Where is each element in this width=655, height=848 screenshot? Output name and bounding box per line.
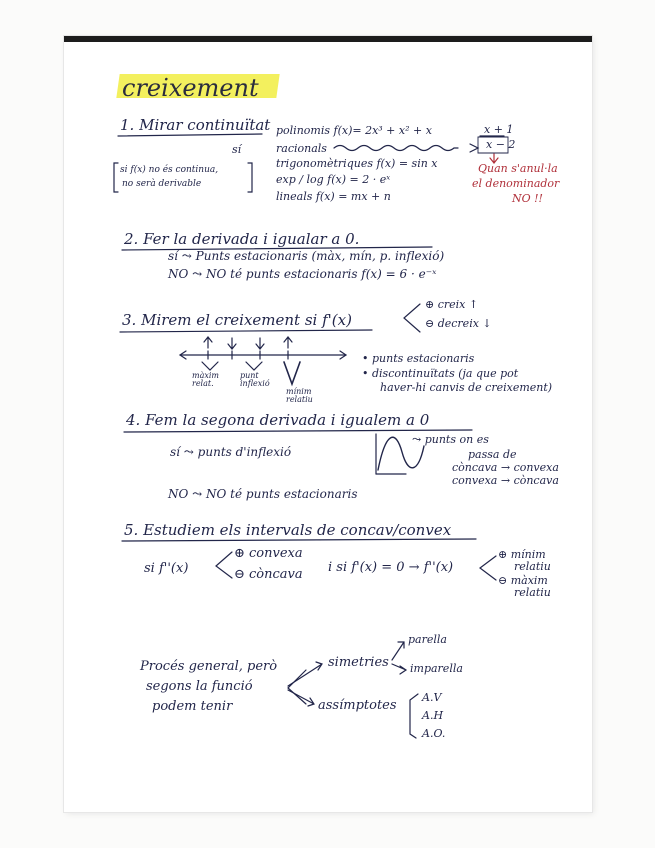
- concava-label: ⊖ còncava: [234, 567, 303, 582]
- minim-relatiu-label: mínim relatiu: [286, 387, 313, 404]
- racionals-squiggle: [334, 146, 458, 151]
- trig-line: trigonomètriques f(x) = sin x: [276, 157, 438, 170]
- section-4-no-line: NO ⤳ NO té punts estacionaris: [168, 487, 358, 501]
- bullet-discontinuitats-cont: haver-hi canvis de creixement): [380, 381, 553, 394]
- bullet-discontinuitats: • discontinuïtats (ja que pot: [362, 367, 519, 380]
- general-process-line2: segons la funció: [146, 679, 253, 694]
- asymptote-oblique: A.O.: [422, 727, 446, 740]
- parella-label: parella: [408, 633, 447, 646]
- section-1-heading: 1. Mirar continuïtat: [120, 116, 271, 134]
- bullet-punts-estacionaris: • punts estacionaris: [362, 352, 475, 365]
- heading-2-underline: [122, 247, 432, 250]
- racional-numerator: x + 1: [484, 123, 514, 136]
- decreix-label: ⊖ decreix ↓: [425, 317, 492, 330]
- section-3-heading: 3. Mirem el creixement si f'(x): [122, 311, 352, 329]
- min-mark: [284, 362, 300, 384]
- simetries-arrow: [288, 662, 322, 686]
- section-5-heading: 5. Estudiem els intervals de concav/convex: [124, 521, 452, 539]
- asymptote-brace: [410, 694, 418, 738]
- general-process-line1: Procés general, però: [140, 659, 278, 674]
- maxim-relat-label: màxim relat.: [192, 371, 220, 388]
- imparella-arrow: [392, 664, 406, 674]
- imparella-label: imparella: [410, 662, 463, 675]
- min-max-brace: [480, 556, 496, 580]
- maxim-relatiu-2: relatiu: [514, 586, 551, 599]
- parella-arrow: [392, 642, 404, 660]
- fraction-box: [478, 137, 508, 153]
- section-1-note-line1: si f(x) no és continua,: [120, 165, 219, 175]
- inflexion-curve: [378, 437, 424, 470]
- asymptote-horizontal: A.H: [422, 709, 444, 722]
- heading-3-underline: [120, 330, 372, 332]
- simetries-label: simetries: [328, 655, 389, 670]
- note-right-bracket: [248, 163, 252, 192]
- section-2-line2: NO ⤳ NO té punts estacionaris f(x) = 6 · e⁻ˣ: [168, 267, 437, 281]
- general-process-line3: podem tenir: [152, 699, 233, 714]
- heading-5-underline: [122, 539, 476, 541]
- red-down-arrow: [490, 154, 498, 163]
- f-prime-zero-condition: i si f'(x) = 0 → f''(x): [328, 560, 454, 575]
- minim-relatiu-2: relatiu: [514, 560, 551, 573]
- convex-concave-brace: [216, 552, 232, 578]
- heading-4-underline: [124, 430, 472, 432]
- punt-inflexio-label: punt inflexió: [240, 371, 270, 388]
- inflexion-desc-4: convexa → còncava: [452, 474, 559, 487]
- creix-label: ⊕ creix ↑: [425, 298, 479, 311]
- denominator-warning-line1: Quan s'anul·la: [478, 162, 558, 175]
- exp-log-line: exp / log f(x) = 2 · eˣ: [276, 173, 391, 186]
- minim-relatiu-1: ⊕ mínim: [498, 548, 546, 561]
- creix-decreix-brace: [404, 304, 420, 332]
- inflexion-mark: [246, 362, 262, 370]
- sign-arrow-1: [204, 337, 212, 348]
- section-2-line1: sí ⤳ Punts estacionaris (màx, mín, p. inflexió): [168, 249, 445, 263]
- heading-1-underline: [118, 134, 262, 136]
- sign-arrow-2: [228, 338, 236, 349]
- section-4-heading: 4. Fem la segona derivada i igualem a 0: [126, 411, 430, 429]
- assimptotes-arrow: [288, 690, 314, 706]
- maxim-relatiu-1: ⊖ màxim: [498, 574, 548, 587]
- polinomis-line: polinomis f(x)= 2x³ + x² + x: [276, 124, 432, 137]
- note-left-bracket: [114, 163, 118, 192]
- section-1-note-line2: no serà derivable: [122, 179, 202, 189]
- assimptotes-label: assímptotes: [318, 698, 397, 713]
- sign-arrow-4: [284, 337, 292, 348]
- racional-denominator: x − 2: [486, 138, 516, 151]
- lineals-line: lineals f(x) = mx + n: [276, 190, 391, 203]
- section-1-si: sí: [232, 143, 242, 156]
- max-mark: [202, 362, 218, 370]
- inflexion-desc-2: passa de: [468, 448, 517, 461]
- page-title: creixement: [122, 74, 259, 102]
- section-4-si-line: sí ⤳ punts d'inflexió: [170, 445, 292, 459]
- denominator-warning-line3: NO !!: [512, 192, 543, 205]
- convexa-label: ⊕ convexa: [234, 546, 303, 561]
- sign-arrow-3: [256, 338, 264, 349]
- inflexion-desc-3: còncava → convexa: [452, 461, 559, 474]
- asymptote-vertical: A.V: [422, 691, 442, 704]
- denominator-warning-line2: el denominador: [472, 177, 560, 190]
- section-2-heading: 2. Fer la derivada i igualar a 0.: [124, 230, 360, 248]
- inflexion-desc-1: ⤳ punts on es: [412, 433, 489, 446]
- second-derivative-condition: si f''(x): [144, 561, 189, 576]
- racionals-arrowhead: [470, 144, 478, 152]
- racionals-line: racionals: [276, 142, 327, 155]
